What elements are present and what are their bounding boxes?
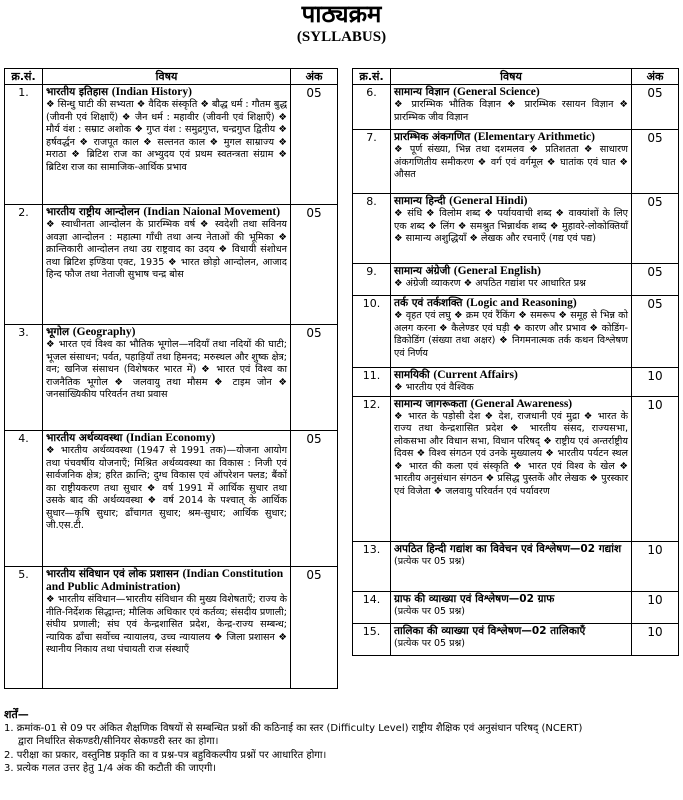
table-row: [353, 623, 679, 655]
subject-topics: ❖ भारतीय अर्थव्यवस्था (1947 से 1991 तक)—योजना आयोग तथा पंचवर्षीय योजनाएँ; मिश्रित अर्थव्यवस्था का विकास : निजी एवं सार्वजनिक क्षेत्र; हरित क्रान्ति; दुग्ध विकास एवं ऑपरेशन फ्लड; बैंकों का राष्ट्रीयकरण तथा सुधार ❖ वर्ष 1991 में आर्थिक सुधार तथा उसके बाद की अर्थव्यवस्था ❖ वर्ष 2014 के पश्चात् के आर्थिक सुधार—कृषि सुधार; ढाँचागत सुधार; श्रम-सुधार; आर्थिक सुधार; जी.एस.टी.: [46, 445, 287, 531]
syllabus-table-right: [352, 68, 679, 656]
subject-cell: [391, 296, 632, 368]
subject-cell: [391, 396, 632, 541]
subject-topics: ❖ भारतीय संविधान—भारतीय संविधान की मुख्य विशेषताएँ; राज्य के नीति-निर्देशक सिद्धान्त; मौलिक अधिकार एवं कर्तव्य; संसदीय प्रणाली; संघीय प्रणाली; संघ एवं केन्द्रशासित प्रदेश, केन्द्र-राज्य सम्बन्ध; न्यायिक ढाँचा सर्वोच्च न्यायालय, उच्च न्यायालय ❖ जिला प्रशासन ❖ स्थानीय निकाय तथा पंचायती राज संस्थाएँ: [46, 594, 287, 655]
condition-2: 2. परीक्षा का प्रकार, वस्तुनिष्ठ प्रकृति का व प्रश्न-पत्र बहुविकल्पीय प्रश्नों पर आधारित होगा।: [4, 749, 327, 761]
header-marks: अंक: [632, 69, 679, 85]
table-row: [353, 194, 679, 264]
subject-heading: [46, 432, 287, 445]
subject-heading: [394, 265, 628, 278]
subject-heading: [46, 206, 287, 219]
page-subtitle: (SYLLABUS): [296, 29, 387, 45]
marks-cell: 10: [632, 396, 679, 541]
subject-cell: [43, 567, 291, 689]
subject-cell: [391, 623, 632, 655]
subject-cell: [43, 205, 291, 325]
subject-topics: (प्रत्येक पर 05 प्रश्न): [394, 637, 465, 649]
subject-topics: ❖ सिन्धु घाटी की सभ्यता ❖ वैदिक संस्कृति ❖ बौद्ध धर्म : गौतम बुद्ध (जीवनी एवं शिक्षाएँ) ❖ जैन धर्म : महावीर (जीवनी एवं शिक्षाएँ) ❖ मौर्य वंश : सम्राट अशोक ❖ गुप्त वंश : समुद्रगुप्त, चन्द्रगुप्त द्वितीय ❖ हर्षवर्द्धन ❖ राजपूत काल ❖ सल्तनत काल ❖ मुगल साम्राज्य ❖ मराठा ❖ ब्रिटिश राज का अभ्युदय एवं प्रथम स्वतन्त्रता संग्राम ❖ ब्रिटिश राज का सामाजिक-आर्थिक प्रभाव: [46, 99, 287, 173]
subject-name-english: (Indian Constitution and Public Administration): [46, 568, 284, 593]
subject-name-english: (General Science): [453, 86, 540, 98]
subject-name: तर्क एवं तर्कशक्ति: [394, 297, 463, 309]
subject-heading: [46, 326, 287, 339]
table-header-row: [5, 69, 338, 85]
subject-name-english: (Indian Naional Movement): [143, 206, 281, 218]
subject-topics: ❖ पूर्ण संख्या, भिन्न तथा दशमलव ❖ प्रतिशतता ❖ साधारण अंकगणितीय समीकरण ❖ वर्ग एवं वर्गमूल ❖ घातांक एवं घात ❖ औसत: [394, 144, 628, 180]
subject-topics: (प्रत्येक पर 05 प्रश्न): [394, 605, 465, 617]
serial-number: 1.: [5, 85, 43, 205]
subject-cell: [43, 325, 291, 431]
subject-heading: [394, 398, 628, 411]
subject-name: भारतीय संविधान एवं लोक प्रशासन: [46, 568, 179, 580]
marks-cell: 05: [291, 431, 338, 567]
subject-name-english: (Current Affairs): [433, 369, 518, 381]
subject-name-english: (General English): [453, 265, 541, 277]
subject-name-english: (Geography): [72, 326, 136, 338]
marks-cell: 05: [291, 85, 338, 205]
subject-name-english: (Indian History): [111, 86, 192, 98]
condition-1-line1: 1. क्रमांक-01 से 09 पर अंकित शैक्षणिक विषयों से सम्बन्धित प्रश्नों की कठिनाई का स्तर (Difficulty Level) राष्ट्रीय शैक्षिक एवं अनुसंधान परिषद् (NCERT): [4, 722, 583, 734]
serial-number: 15.: [353, 623, 391, 655]
header-sn: क्र.सं.: [5, 69, 43, 85]
table-row: [353, 296, 679, 368]
serial-number: 5.: [5, 567, 43, 689]
subject-name-english: (Logic and Reasoning): [466, 297, 577, 309]
subject-cell: [43, 431, 291, 567]
condition-1-line2: द्वारा निर्धारित सेकण्डरी/सीनियर सेकण्डरी स्तर का होगा।: [18, 736, 219, 747]
marks-cell: 05: [632, 296, 679, 368]
subject-cell: [391, 541, 632, 591]
marks-cell: 10: [632, 623, 679, 655]
serial-number: 4.: [5, 431, 43, 567]
header-subject: विषय: [391, 69, 632, 85]
header-subject: विषय: [43, 69, 291, 85]
subject-heading: [394, 195, 628, 208]
subject-name-english: (Elementary Arithmetic): [473, 131, 595, 143]
serial-number: 2.: [5, 205, 43, 325]
marks-cell: 05: [632, 264, 679, 296]
subject-name: सामान्य हिन्दी: [394, 195, 446, 207]
subject-topics: ❖ प्रारम्भिक भौतिक विज्ञान ❖ प्रारम्भिक रसायन विज्ञान ❖ प्रारम्भिक जीव विज्ञान: [394, 99, 628, 123]
serial-number: 12.: [353, 396, 391, 541]
subject-name-english: (General Hindi): [449, 195, 528, 207]
table-header-row: [353, 69, 679, 85]
subject-topics: ❖ अंग्रेजी व्याकरण ❖ अपठित गद्यांश पर आधारित प्रश्न: [394, 278, 586, 289]
serial-number: 13.: [353, 541, 391, 591]
conditions-heading: शर्तें—: [4, 708, 29, 721]
subject-name: सामान्य विज्ञान: [394, 86, 450, 98]
subject-name: तालिका की व्याख्या एवं विश्लेषण—02 तालिकाएँ: [394, 624, 586, 637]
subject-name: भारतीय राष्ट्रीय आन्दोलन: [46, 206, 140, 218]
subject-cell: [391, 85, 632, 130]
subject-name: ग्राफ की व्याख्या एवं विश्लेषण—02 ग्राफ: [394, 592, 555, 605]
table-row: [353, 591, 679, 623]
page-title: पाठ्यक्रम: [301, 0, 382, 28]
marks-cell: 10: [632, 368, 679, 397]
subject-name: सामान्य जागरूकता: [394, 397, 468, 410]
subject-cell: [391, 368, 632, 397]
subject-topics: ❖ भारत एवं विश्व का भौतिक भूगोल—नदियाँ तथा नदियों की घाटी; भूजल संसाधन; पर्वत, पहाड़ियाँ तथा हिमनद; मरुस्थल और शुष्क क्षेत्र; वन; खनिज संसाधन (विशेषकर भारत में) ❖ भारत एवं विश्व का राजनैतिक भूगोल ❖ जलवायु तथा मौसम ❖ टाइम जोन ❖ जनसांख्यिकीय परिवर्तन तथा प्रवास: [46, 339, 287, 400]
condition-3: 3. प्रत्येक गलत उत्तर हेतु 1/4 अंक की कटौती की जाएगी।: [4, 763, 217, 774]
table-row: [353, 264, 679, 296]
subject-cell: [391, 194, 632, 264]
conditions-section: [4, 708, 679, 776]
subject-cell: [391, 264, 632, 296]
marks-cell: 05: [632, 85, 679, 130]
table-row: [5, 205, 338, 325]
marks-cell: 05: [632, 130, 679, 194]
serial-number: 10.: [353, 296, 391, 368]
table-row: [353, 85, 679, 130]
subject-name: सामान्य अंग्रेजी: [394, 265, 451, 277]
serial-number: 7.: [353, 130, 391, 194]
marks-cell: 10: [632, 591, 679, 623]
serial-number: 11.: [353, 368, 391, 397]
marks-cell: 05: [291, 325, 338, 431]
subject-heading: [394, 131, 628, 144]
subject-topics: ❖ संधि ❖ विलोम शब्द ❖ पर्यायवाची शब्द ❖ वाक्यांशों के लिए एक शब्द ❖ लिंग ❖ समश्रुत भिन्नार्थक शब्द ❖ मुहावरे-लोकोक्तियाँ ❖ सामान्य अशुद्धियाँ ❖ लेखक और रचनाएँ (गद्य एवं पद्य): [394, 208, 628, 244]
subject-topics: ❖ स्वाधीनता आन्दोलन के प्रारम्भिक वर्ष ❖ स्वदेशी तथा सविनय अवज्ञा आन्दोलन : महात्मा गाँधी तथा अन्य नेताओं की भूमिका ❖ क्रान्तिकारी आन्दोलन तथा उग्र राष्ट्रवाद का उदय ❖ विधायी संशोधन तथा ब्रिटिश इण्डिया एक्ट, 1935 ❖ भारत छोड़ो आन्दोलन, आजाद हिन्द फौज तथा नेताजी सुभाष चन्द्र बोस: [46, 219, 287, 280]
subject-name: भूगोल: [46, 326, 70, 338]
subject-topics: (प्रत्येक पर 05 प्रश्न): [394, 555, 465, 567]
marks-cell: 05: [291, 205, 338, 325]
table-row: [353, 368, 679, 397]
header-sn: क्र.सं.: [353, 69, 391, 85]
table-row: [5, 85, 338, 205]
serial-number: 9.: [353, 264, 391, 296]
subject-name: अपठित हिन्दी गद्यांश का विवेचन एवं विश्लेषण—02 गद्यांश: [394, 542, 622, 555]
table-row: [353, 130, 679, 194]
subject-heading: [394, 297, 628, 310]
marks-cell: 10: [632, 541, 679, 591]
serial-number: 8.: [353, 194, 391, 264]
subject-heading: [394, 593, 628, 606]
subject-cell: [391, 130, 632, 194]
subject-name-english: (General Awareness): [470, 397, 573, 410]
subject-heading: [394, 369, 628, 382]
subject-name: भारतीय अर्थव्यवस्था: [46, 432, 123, 444]
subject-topics: ❖ भारतीय एवं वैश्विक: [394, 382, 474, 393]
subject-heading: [46, 86, 287, 99]
subject-topics: ❖ भारत के पड़ोसी देश ❖ देश, राजधानी एवं मुद्रा ❖ भारत के राज्य तथा केन्द्रशासित प्रदेश ❖ भारतीय संसद, राज्यसभा, लोकसभा और विधान सभा, विधान परिषद् ❖ राष्ट्रीय एवं अन्तर्राष्ट्रीय दिवस ❖ विश्व संगठन एवं उनके मुख्यालय ❖ भारतीय पर्यटन स्थल ❖ भारत की कला एवं संस्कृति ❖ भारत एवं विश्व के खेल ❖ भारतीय अनुसंधान संगठन ❖ प्रसिद्ध पुस्तकें और लेखक ❖ पुरस्कार एवं विजेता ❖ जलवायु परिवर्तन एवं पर्यावरण: [394, 410, 628, 497]
header-marks: अंक: [291, 69, 338, 85]
subject-name-english: (Indian Economy): [126, 432, 216, 444]
table-row: [5, 567, 338, 689]
syllabus-table-left: [4, 68, 338, 689]
serial-number: 6.: [353, 85, 391, 130]
subject-topics: ❖ वृहत एवं लघु ❖ क्रम एवं रैंकिंग ❖ समरूप ❖ समूह से भिन्न को अलग करना ❖ कैलेण्डर एवं घड़ी ❖ कारण और प्रभाव ❖ कोडिंग-डिकोडिंग (संख्या तथा अक्षर) ❖ निगमनात्मक तर्क कथन विश्लेषण एवं निर्णय: [394, 310, 628, 359]
subject-heading: [394, 86, 628, 99]
subject-heading: [46, 568, 287, 594]
table-row: [5, 325, 338, 431]
serial-number: 14.: [353, 591, 391, 623]
serial-number: 3.: [5, 325, 43, 431]
marks-cell: 05: [291, 567, 338, 689]
subject-cell: [391, 591, 632, 623]
subject-heading: [394, 543, 628, 556]
table-row: [5, 431, 338, 567]
table-row: [353, 396, 679, 541]
subject-cell: [43, 85, 291, 205]
table-row: [353, 541, 679, 591]
subject-name: भारतीय इतिहास: [46, 86, 109, 98]
subject-heading: [394, 625, 628, 638]
subject-name: सामयिकी: [394, 369, 430, 381]
marks-cell: 05: [632, 194, 679, 264]
subject-name: प्रारम्भिक अंकगणित: [394, 131, 471, 143]
